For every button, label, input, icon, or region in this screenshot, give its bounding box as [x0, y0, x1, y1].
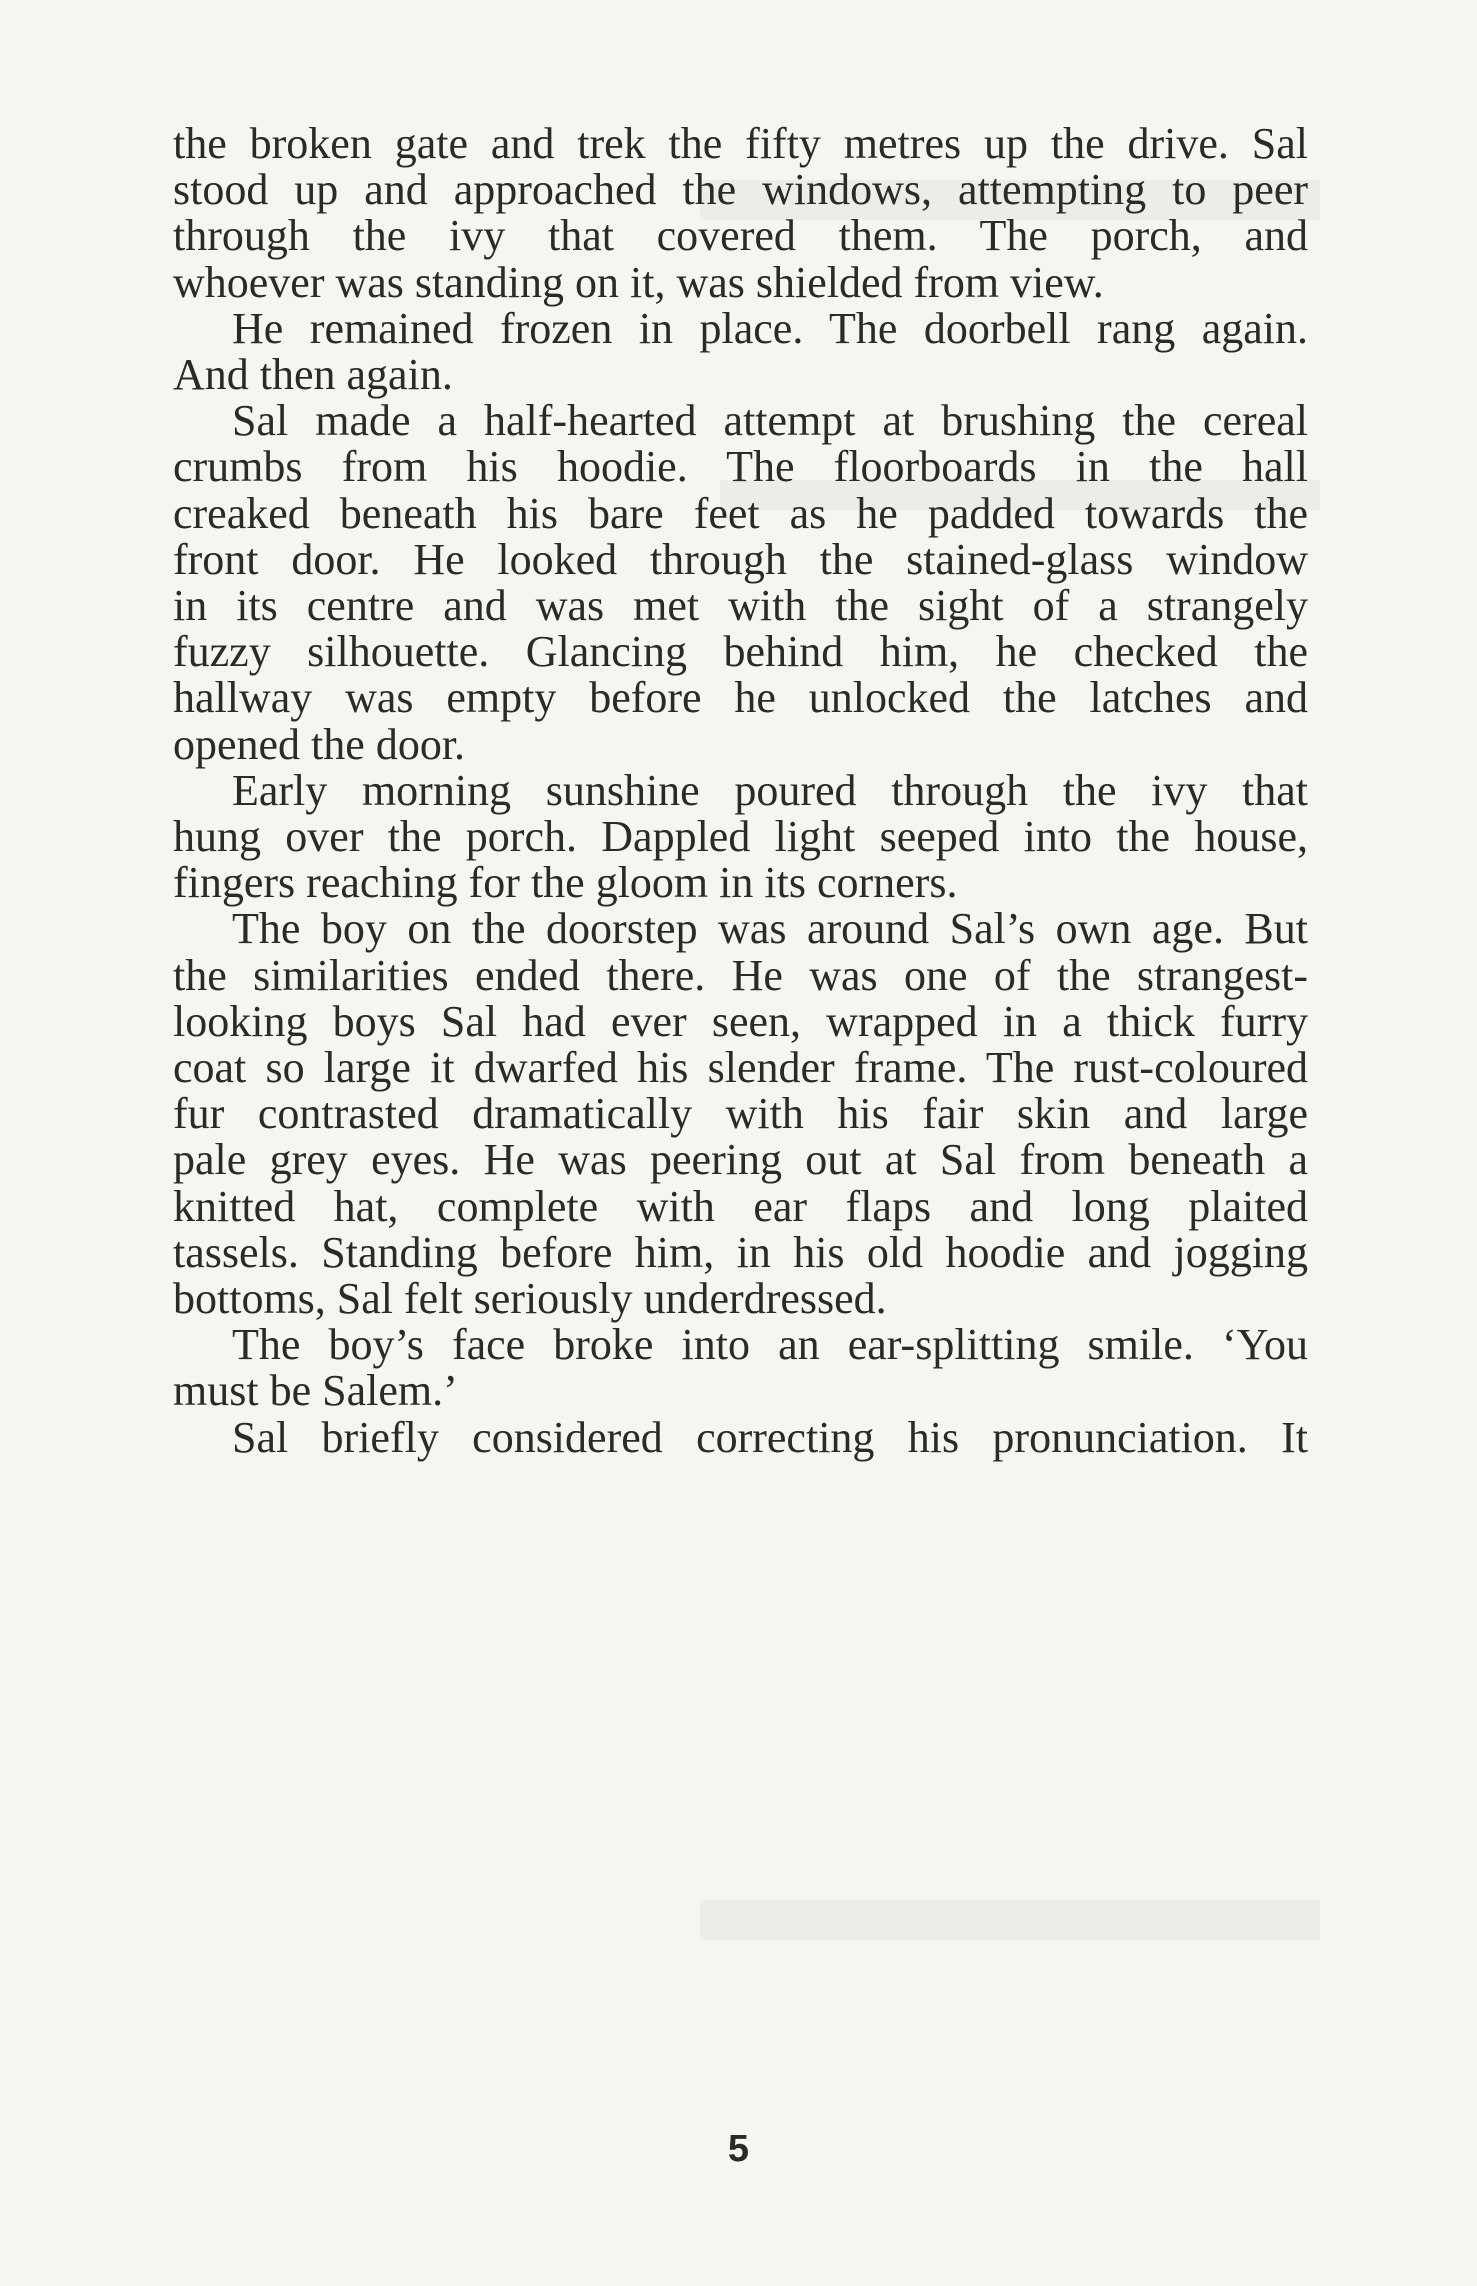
show-through-shading [700, 1900, 1320, 1940]
text-line: creaked beneath his bare feet as he padded towards the [173, 488, 1308, 538]
text-line: bottoms, Sal felt seriously underdressed. [173, 1274, 887, 1323]
text-line: And then again. [173, 350, 453, 399]
text-line: He remained frozen in place. The doorbell rang again. [232, 303, 1308, 353]
text-line: tassels. Standing before him, in his old hoodie and jogging [173, 1227, 1308, 1277]
text-line: Sal made a half-hearted attempt at brushing the cereal [232, 396, 1308, 446]
text-line: front door. He looked through the stained-glass window [173, 534, 1308, 584]
text-line: Early morning sunshine poured through the ivy that [232, 765, 1308, 815]
text-line: crumbs from his hoodie. The floorboards in the hall [173, 442, 1308, 492]
text-line: the broken gate and trek the fifty metres up the drive. Sal [173, 119, 1308, 168]
text-line: opened the door. [173, 719, 466, 769]
text-line: in its centre and was met with the sight of a strangely [173, 581, 1308, 630]
text-line: The boy on the doorstep was around Sal’s own age. But [232, 904, 1308, 954]
text-line: stood up and approached the windows, attempting to peer [173, 165, 1308, 215]
text-line: through the ivy that covered them. The porch, and [173, 211, 1308, 261]
page-number: 5 [727, 2128, 750, 2170]
text-line: fingers reaching for the gloom in its corners. [173, 858, 958, 908]
text-line: knitted hat, complete with ear flaps and long plaited [173, 1181, 1308, 1231]
text-line: fuzzy silhouette. Glancing behind him, he checked the [173, 627, 1308, 677]
text-line: coat so large it dwarfed his slender frame. The rust-coloured [173, 1043, 1308, 1092]
text-line: whoever was standing on it, was shielded from view. [173, 257, 1104, 307]
text-line: must be Salem.’ [173, 1366, 458, 1416]
text-line: Sal briefly considered correcting his pronunciation. It [232, 1412, 1308, 1462]
text-line: hallway was empty before he unlocked the latches and [173, 673, 1308, 723]
text-line: The boy’s face broke into an ear-splitting smile. ‘You [232, 1320, 1308, 1370]
text-line: looking boys Sal had ever seen, wrapped in a thick furry [173, 996, 1308, 1046]
text-line: fur contrasted dramatically with his fair skin and large [173, 1089, 1308, 1139]
text-line: pale grey eyes. He was peering out at Sal from beneath a [173, 1135, 1308, 1185]
text-line: the similarities ended there. He was one of the strangest- [173, 950, 1308, 1000]
text-line: hung over the porch. Dappled light seeped into the house, [173, 812, 1308, 861]
